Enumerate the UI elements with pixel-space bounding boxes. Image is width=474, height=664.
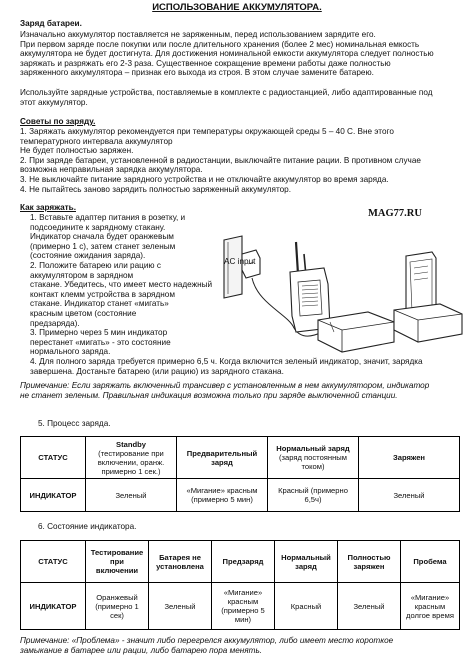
cell-precharge: «Мигание» красным (примерно 5 мин) — [212, 583, 275, 630]
header-standby: Standby (тестирование при включении, оранж. примерно 1 сек.) — [86, 437, 177, 479]
tip-line: Не будет полностью заряжен. — [20, 146, 134, 156]
note-line: не станет зеленым. Правильная индикация возможна только при заряде выключенной станции. — [20, 390, 398, 400]
step-line: нормального заряда. — [30, 347, 111, 357]
charging-cradle-icon — [318, 312, 394, 352]
table-row — [21, 583, 460, 630]
step-line: 1. Вставьте адаптер питания в розетку, и — [30, 213, 186, 222]
step-line: 3. Примерно через 5 мин индикатор — [30, 328, 168, 338]
row-label-indicator: ИНДИКАТОР — [21, 479, 86, 512]
paragraph-line: заряженного аккумулятора – признак его выхода из строя. В этом случае замените батарею. — [20, 68, 374, 78]
step-line: предзаряда). — [30, 318, 80, 328]
note-problem-state — [20, 636, 393, 655]
header-power-on-test: Тестирование при включении — [86, 541, 149, 583]
cell-problem: «Мигание» красным долгое время — [401, 583, 460, 630]
cell-normal: Красный (примерно 6,5ч) — [268, 479, 359, 512]
table-header-row — [21, 541, 460, 583]
header-precharge: Предзаряд — [212, 541, 275, 583]
step-line: 2. Положите батарею или рацию с — [30, 260, 161, 270]
cell-standby: Зеленый — [86, 479, 177, 512]
paragraph-line: этот аккумулятор. — [20, 97, 88, 107]
header-problem: Пробема — [401, 541, 460, 583]
tip-line: температурного интервала аккумулятор — [20, 136, 173, 146]
tip-line: возможна неправильная зарядка аккумулятора. — [20, 165, 203, 175]
cell-normal-charge: Красный — [275, 583, 338, 630]
step-line: Индикатор сначала будет оранжевым — [30, 232, 174, 242]
tip-line: 3. Не выключайте питание зарядного устройства и не отключайте аккумулятор во время заряда. — [20, 174, 389, 184]
battery-charge-paragraph — [20, 30, 434, 78]
watermark-text: MAG77.RU — [368, 208, 422, 219]
cell-power-on-test: Оранжевый (примерно 1 сек) — [86, 583, 149, 630]
table-caption-charging-process: 5. Процесс заряда. — [38, 419, 111, 428]
step-line: аккумулятором в зарядном — [30, 270, 134, 280]
header-normal-charge: Нормальный заряд (заряд постоянным током) — [268, 437, 359, 479]
wall-socket-icon — [224, 236, 242, 298]
charging-process-table — [20, 436, 460, 512]
cell-charged: Зеленый — [359, 479, 460, 512]
step-line: контакт клемм устройства в зарядном — [30, 289, 175, 299]
tip-line: 4. Не пытайтесь заново зарядить полностью заряженный аккумулятор. — [20, 184, 291, 194]
paragraph-line: заряжать и разряжать его 2-3 раза. Существенное сокращение времени работы даже полностью — [20, 58, 391, 68]
paragraph-line: При первом заряде после покупки или после длительного хранения (более 2 мес) номинальная емкость — [20, 39, 420, 49]
step-line: стакане. Индикатор станет «мигать» — [30, 299, 169, 309]
indicator-state-table — [20, 540, 460, 630]
charger-paragraph — [20, 88, 432, 107]
section-heading-tips: Советы по заряду. — [20, 117, 96, 126]
step-line: красным цветом (состояние — [30, 308, 137, 318]
table-caption-indicator-state: 6. Состояние индикатора. — [38, 522, 137, 531]
tips-list — [20, 127, 421, 194]
radio-antenna-icon — [296, 242, 298, 274]
paragraph-line: Используйте зарядные устройства, поставляемые в комплекте с радиостанцией, либо адаптированные под — [20, 88, 433, 97]
page-title: ИСПОЛЬЗОВАНИЕ АККУМУЛЯТОРА. — [152, 2, 322, 13]
ac-input-label: AC input — [224, 257, 256, 266]
cell-precharge: «Мигание» красным (примерно 5 мин) — [177, 479, 268, 512]
paragraph-line: аккумулятора не будет достигнута. Для достижения номинальной емкости аккумулятора следует полностью — [20, 49, 434, 59]
header-no-battery: Батарея не установлена — [149, 541, 212, 583]
section-heading-battery-charge: Заряд батареи. — [20, 19, 82, 28]
note-line: Примечание: «Проблема» - значит либо перегрелся аккумулятор, либо имеет место короткое — [20, 636, 394, 645]
note-charging-while-on — [20, 381, 429, 400]
cell-no-battery: Зеленый — [149, 583, 212, 630]
step-line: подсоедините к зарядному стакану. — [30, 222, 166, 232]
step-line: перестанет «мигать» - это состояние — [30, 337, 171, 347]
row-label-indicator: ИНДИКАТОР — [21, 583, 86, 630]
section-heading-how-to-charge: Как заряжать. — [20, 203, 76, 212]
header-precharge: Предварительный заряд — [177, 437, 268, 479]
table-row — [21, 479, 460, 512]
step-line: стакане. Убедитесь, что имеет место надежный — [30, 280, 213, 290]
step-line: (примерно 1 с), затем станет зеленым — [30, 241, 176, 251]
header-status: СТАТУС — [21, 437, 86, 479]
header-charged: Заряжен — [359, 437, 460, 479]
note-line: замыкание в батарее или рации, либо батарею пора менять. — [20, 645, 263, 655]
header-normal-charge: Нормальный заряд — [275, 541, 338, 583]
step-line: 4. Для полного заряда требуется примерно 6,5 ч. Когда включится зеленый индикатор, значит, зарядка — [30, 356, 423, 366]
charging-cradle-icon — [394, 304, 462, 342]
step-line: завершена. Достаньте батарею (или рацию) из зарядного стакана. — [30, 366, 284, 376]
tip-line: 2. При заряде батареи, установленной в радиостанции, выключайте питание рации. В противном случае — [20, 155, 421, 165]
paragraph-line: Изначально аккумулятор поставляется не заряженным, перед использованием зарядите его. — [20, 30, 376, 39]
step-line: (состояние ожидания заряда). — [30, 251, 146, 261]
tip-line: 1. Заряжать аккумулятор рекомендуется при температуры окружающей среды 5 – 40 С. Вне этого — [20, 127, 394, 136]
charger-illustration — [218, 224, 464, 362]
header-status: СТАТУС — [21, 541, 86, 583]
header-fully-charged: Полностью заряжен — [338, 541, 401, 583]
cell-fully-charged: Зеленый — [338, 583, 401, 630]
note-line: Примечание: Если заряжать включенный трансивер с установленным в нем аккумулятором, индикатор — [20, 381, 430, 390]
table-header-row — [21, 437, 460, 479]
